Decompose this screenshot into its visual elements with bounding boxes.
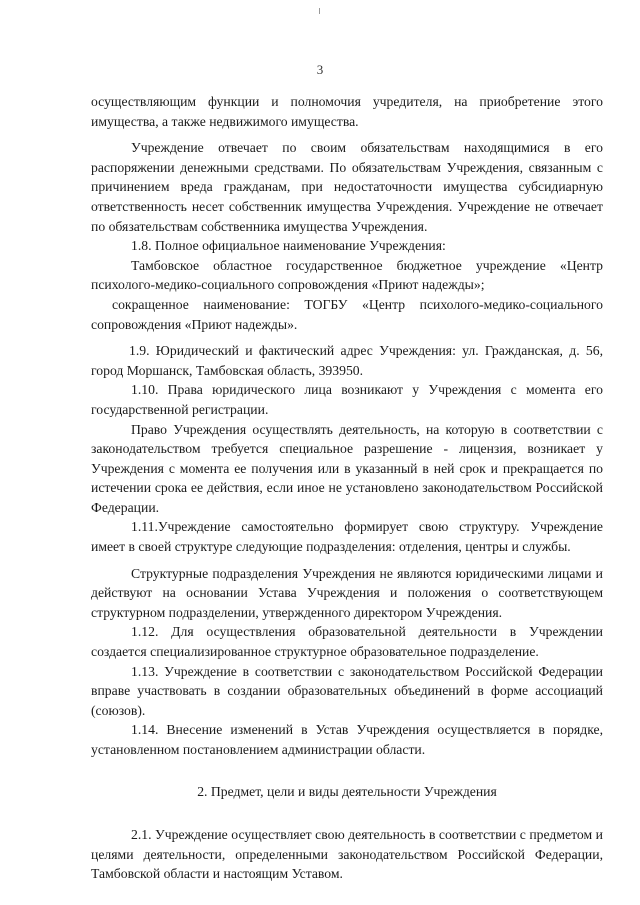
paragraph-full-name: Тамбовское областное государственное бюджетное учреждение «Центр психолого-медико-социального сопровождения «Приют надежды»;: [91, 257, 603, 293]
paragraph-short-name: сокращенное наименование: ТОГБУ «Центр психолого-медико-социального сопровождения «Приют надежды».: [91, 296, 603, 332]
paragraph-1-13: 1.13. Учреждение в соответствии с законодательством Российской Федерации вправе участвовать в создании образовательных объединений в форме ассоциаций (союзов).: [91, 663, 603, 718]
paragraph-1-12: 1.12. Для осуществления образовательной деятельности в Учреждении создается специализированное структурное образовательное подразделение.: [91, 624, 603, 660]
paragraph-1-9: 1.9. Юридический и фактический адрес Учреждения: ул. Гражданская, д. 56, город Моршанск, Тамбовская область, 393950.: [91, 343, 603, 378]
paragraph-2-1: 2.1. Учреждение осуществляет свою деятельность в соответствии с предметом и целями деятельности, определенными законодательством Российской Федерации, Тамбовской области и настоящим Уставом.: [91, 827, 603, 882]
document-body: [91, 92, 603, 884]
scan-mark: [319, 8, 320, 14]
section-heading: 2. Предмет, цели и виды деятельности Учреждения: [197, 783, 497, 799]
paragraph-subdivisions: Структурные подразделения Учреждения не являются юридическими лицами и действуют на основании Устава Учреждения и положения о соответствующем структурном подразделении, утвержденного директором Учреждения.: [91, 565, 603, 620]
paragraph-1-14: 1.14. Внесение изменений в Устав Учреждения осуществляется в порядке, установленном постановлением администрации области.: [91, 722, 603, 757]
paragraph-license: Право Учреждения осуществлять деятельность, на которую в соответствии с законодательством требуется специальное разрешение - лицензия, возникает у Учреждения с момента ее получения или в указанный в ней срок и прекращается по истечении срока ее действия, если иное не установлено законодательством Российской Федерации.: [91, 421, 603, 515]
paragraph-1-8: 1.8. Полное официальное наименование Учреждения:: [131, 238, 446, 254]
paragraph-1-11: 1.11.Учреждение самостоятельно формирует свою структуру. Учреждение имеет в своей структуре следующие подразделения: отделения, центры и службы.: [91, 519, 603, 555]
page-number: 3: [316, 62, 324, 77]
paragraph-liability: Учреждение отвечает по своим обязательствам находящимися в его распоряжении денежными средствами. По обязательствам Учреждения, связанным с причинением вреда гражданам, при недостаточности имущества субсидиарную ответственность несет собственник имущества Учреждения. Учреждение не отвечает по обязательствам собственника имущества Учреждения.: [91, 140, 603, 234]
paragraph-continuation: осуществляющим функции и полномочия учредителя, на приобретение этого имущества, а также недвижимого имущества.: [91, 94, 603, 129]
paragraph-1-10: 1.10. Права юридического лица возникают у Учреждения с момента его государственной регистрации.: [91, 382, 603, 417]
